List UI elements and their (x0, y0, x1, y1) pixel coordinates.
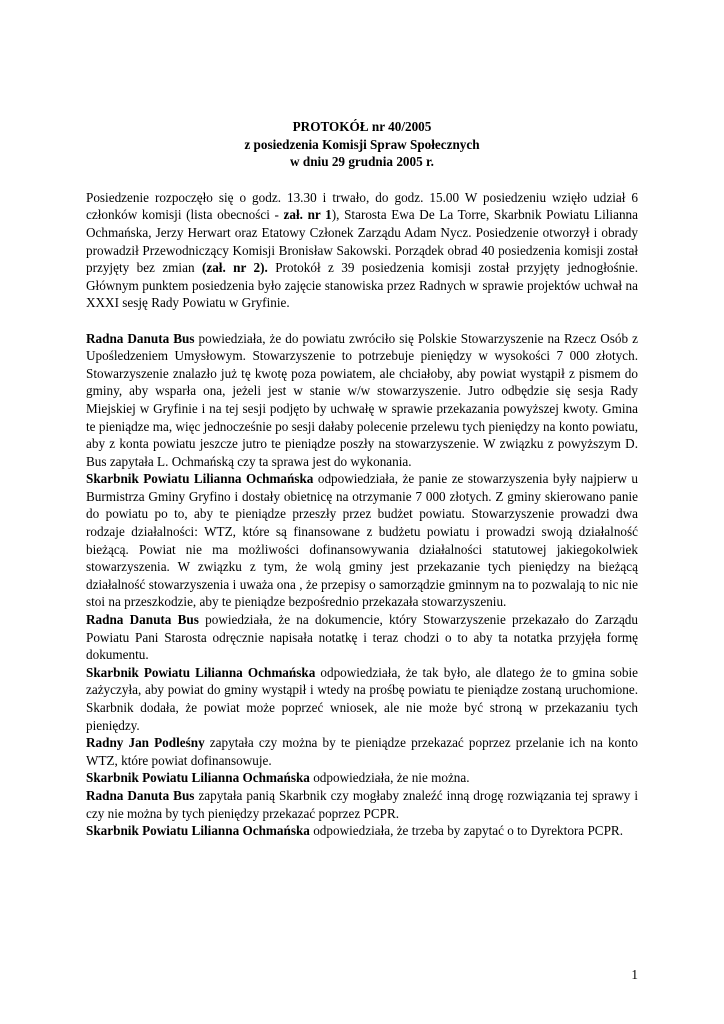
statement-paragraph (86, 787, 638, 822)
paragraph-gap (86, 312, 638, 330)
attachment-2-ref: (zał. nr 2). (201, 260, 268, 276)
statement-text: odpowiedziała, że nie można. (309, 770, 470, 786)
statement-paragraph (86, 470, 638, 611)
intro-text-2: ), Starosta Ewa De La Torre, Skarbnik Powiatu Lilianna Ochmańska, Jerzy Herwart oraz Etatowy Członek Zarządu Adam Nycz. Posiedzenie otworzył i obrady prowadził Przewodniczący Komisji Bronisław Sakowski. Porządek obrad 40 posiedzenia komisji został przyjęty bez zmian (86, 207, 638, 276)
statement-text: odpowiedziała, że trzeba by zapytać o to Dyrektora PCPR. (309, 823, 624, 839)
statement-text: zapytała czy można by te pieniądze przekazać poprzez przelanie ich na konto WTZ, które powiat dofinansowuje. (86, 735, 638, 768)
intro-text-3: Protokół z 39 posiedzenia komisji został przyjęty jednogłośnie. Głównym punktem posiedzenia było zajęcie stanowiska przez Radnych w sprawie projektów uchwał na XXXI sesję Rady Powiatu w Gryfinie. (86, 260, 638, 311)
statement-text: zapytała panią Skarbnik czy mogłaby znaleźć inną drogę rozwiązania tej sprawy i czy nie można by tych pieniędzy przekazać poprzez PCPR. (86, 787, 638, 821)
statement-paragraph (86, 330, 638, 471)
statement-text: powiedziała, że do powiatu zwróciło się Polskie Stowarzyszenie na Rzecz Osób z Upośledzeniem Umysłowym. Stowarzyszenie to potrzebuje pieniędzy w wysokości 7 000 złotych. Stowarzyszenie znalazło już tę kwotę poza powiatem, ale chciałoby, aby powiat wystąpił z pismem do gminy, aby wsparła ona, jeżeli jest w stanie w/w stowarzyszenie. Jutro odbędzie się sesja Rady Miejskiej w Gryfinie i na tej sesji podjęto by uchwałę w sprawie przekazania powyższej kwoty. Gmina te pieniądze ma, więc jednocześnie po sesji dałaby polecenie przelewu tych pieniędzy na konto powiatu, aby z konta powiatu jeszcze jutro te pieniądze poszły na stowarzyszenie. W związku z powyższym D. Bus zapytała L. Ochmańską czy ta sprawa jest do wykonania. (86, 330, 638, 469)
statement-paragraph (86, 734, 638, 769)
statement-paragraph (86, 611, 638, 664)
document-header (86, 118, 638, 171)
protocol-title: PROTOKÓŁ nr 40/2005 (292, 119, 432, 134)
speaker-name: Skarbnik Powiatu Lilianna Ochmańska (86, 770, 310, 786)
statement-text: powiedziała, że na dokumencie, który Stowarzyszenie przekazało do Zarządu Powiatu Pani Starosta odręcznie napisała notatkę i teraz chodzi o to aby ta notatka przyjęła formę dokumentu. (86, 612, 638, 663)
speaker-name: Radna Danuta Bus (86, 330, 195, 346)
statement-text: odpowiedziała, że panie ze stowarzyszenia były najpierw u Burmistrza Gminy Gryfino i dostały obietnicę na otrzymanie 7 000 złotych. Z gminy skierowano panie do powiatu po to, aby te pieniądze przeszły przez budżet powiatu. Stowarzyszenie prowadzi dwa rodzaje działalności: WTZ, które są finansowane z budżetu powiatu i prowadzi swoją działalność bieżącą. Powiat nie ma możliwości dofinansowywania działalności statutowej jakiegokolwiek stowarzyszenia. W związku z tym, że wolą gminy jest przekazanie tych pieniędzy na bieżącą działalność stowarzyszenia i uważa ona , że przepisy o samorządzie gminnym na to pozwalają to nic nie stoi na przeszkodzie, aby te pieniądze bezpośrednio przekazała stowarzyszeniu. (86, 471, 638, 610)
speaker-name: Radny Jan Podleśny (86, 735, 205, 751)
page-number: 1 (631, 967, 638, 982)
intro-paragraph (86, 189, 638, 312)
speaker-name: Skarbnik Powiatu Lilianna Ochmańska (86, 823, 310, 839)
statement-paragraph (86, 664, 638, 734)
statement-text: odpowiedziała, że tak było, ale dlatego że to gmina sobie zażyczyła, aby powiat do gminy wystąpił i wtedy na prośbę powiatu te pieniądze zostaną uruchomione. Skarbnik dodała, że powiat może poprzeć wniosek, ale nie może być stroną w przekazaniu tych pieniędzy. (86, 664, 638, 733)
protocol-date: w dniu 29 grudnia 2005 r. (290, 154, 434, 170)
intro-text-1: Posiedzenie rozpoczęło się o godz. 13.30 i trwało, do godz. 15.00 W posiedzeniu wzięło udział 6 członków komisji (lista obecności - (86, 189, 638, 223)
statement-paragraph (86, 822, 638, 840)
speaker-name: Skarbnik Powiatu Lilianna Ochmańska (86, 471, 314, 487)
speaker-name: Skarbnik Powiatu Lilianna Ochmańska (86, 664, 316, 680)
protocol-subtitle: z posiedzenia Komisji Spraw Społecznych (244, 136, 480, 152)
attachment-1-ref: zał. nr 1 (283, 207, 332, 223)
speaker-name: Radna Danuta Bus (86, 612, 199, 628)
speaker-name: Radna Danuta Bus (86, 787, 195, 803)
statement-paragraph (86, 769, 638, 787)
